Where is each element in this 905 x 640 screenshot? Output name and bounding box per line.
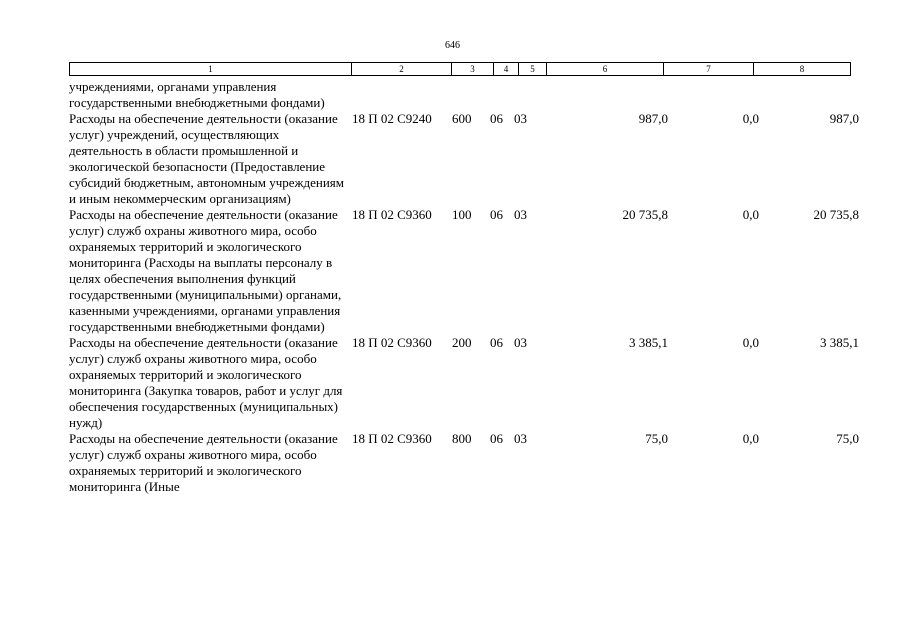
row-value-col8: 987,0 — [829, 111, 859, 126]
page-number: 646 — [445, 40, 460, 51]
row-subsection — [514, 79, 544, 111]
row-value-col7: 0,0 — [742, 335, 759, 350]
table-row — [69, 207, 859, 335]
column-header-6: 6 — [546, 63, 663, 75]
table-row — [69, 335, 859, 431]
row-value-col8: 3 385,1 — [820, 335, 859, 350]
row-description: Расходы на обеспечение деятельности (оказание услуг) служб охраны животного мира, особо охраняемых территорий и экологического мониторинга (Иные — [69, 431, 338, 494]
column-header-1: 1 — [208, 64, 213, 74]
column-header-4: 4 — [493, 63, 518, 75]
row-subsection: 03 — [514, 335, 527, 350]
row-section — [479, 79, 514, 111]
row-section: 06 — [490, 111, 503, 126]
row-code: 18 П 02 С9240 — [352, 111, 432, 126]
row-description: Расходы на обеспечение деятельности (оказание услуг) служб охраны животного мира, особо охраняемых территорий и экологического мониторинга (Закупка товаров, работ и услуг для обеспечения государственных (муниципальных) нужд) — [69, 335, 343, 430]
table-row — [69, 111, 859, 207]
table-body — [69, 79, 859, 495]
row-value-col6: 75,0 — [645, 431, 668, 446]
row-description: Расходы на обеспечение деятельности (оказание услуг) служб охраны животного мира, особо охраняемых территорий и экологического мониторинга (Расходы на выплаты персоналу в целях обеспечения выполнения функций государственными (муниципальными) органами, казенными учреждениями, органами управления государственными внебюджетными фондами) — [69, 207, 342, 334]
row-value-col8: 20 735,8 — [813, 207, 859, 222]
row-code: 18 П 02 С9360 — [352, 207, 432, 222]
row-expense-type: 800 — [452, 431, 472, 446]
table-row — [69, 79, 859, 111]
table-row — [69, 431, 859, 495]
row-value-col7: 0,0 — [742, 431, 759, 446]
row-description: учреждениями, органами управления государственными внебюджетными фондами) — [69, 79, 325, 110]
row-description: Расходы на обеспечение деятельности (оказание услуг) учреждений, осуществляющих деятельность в области промышленной и экологической безопасности (Предоставление субсидий бюджетным, автономным учреждениям и иным некоммерческим организациям) — [69, 111, 344, 206]
row-code: 18 П 02 С9360 — [352, 335, 432, 350]
row-expense-type: 100 — [452, 207, 472, 222]
row-expense-type: 200 — [452, 335, 472, 350]
row-section: 06 — [490, 431, 503, 446]
row-value-col6: 987,0 — [638, 111, 668, 126]
row-expense-type — [452, 79, 479, 111]
row-value-col8: 75,0 — [836, 431, 859, 446]
column-header-2: 2 — [351, 63, 451, 75]
row-subsection: 03 — [514, 207, 527, 222]
row-value-col6 — [544, 79, 668, 111]
row-section: 06 — [490, 335, 503, 350]
row-value-col7 — [668, 79, 759, 111]
row-code: 18 П 02 С9360 — [352, 431, 432, 446]
row-section: 06 — [490, 207, 503, 222]
row-value-col7: 0,0 — [742, 111, 759, 126]
row-value-col7: 0,0 — [742, 207, 759, 222]
table-header — [69, 62, 851, 76]
row-subsection: 03 — [514, 111, 527, 126]
column-header-5: 5 — [518, 63, 546, 75]
row-subsection: 03 — [514, 431, 527, 446]
column-header-3: 3 — [451, 63, 493, 75]
column-header-7: 7 — [663, 63, 753, 75]
row-value-col8 — [759, 79, 859, 111]
column-header-8: 8 — [753, 63, 850, 75]
row-value-col6: 3 385,1 — [629, 335, 668, 350]
row-value-col6: 20 735,8 — [622, 207, 668, 222]
row-code — [352, 79, 452, 111]
row-expense-type: 600 — [452, 111, 472, 126]
